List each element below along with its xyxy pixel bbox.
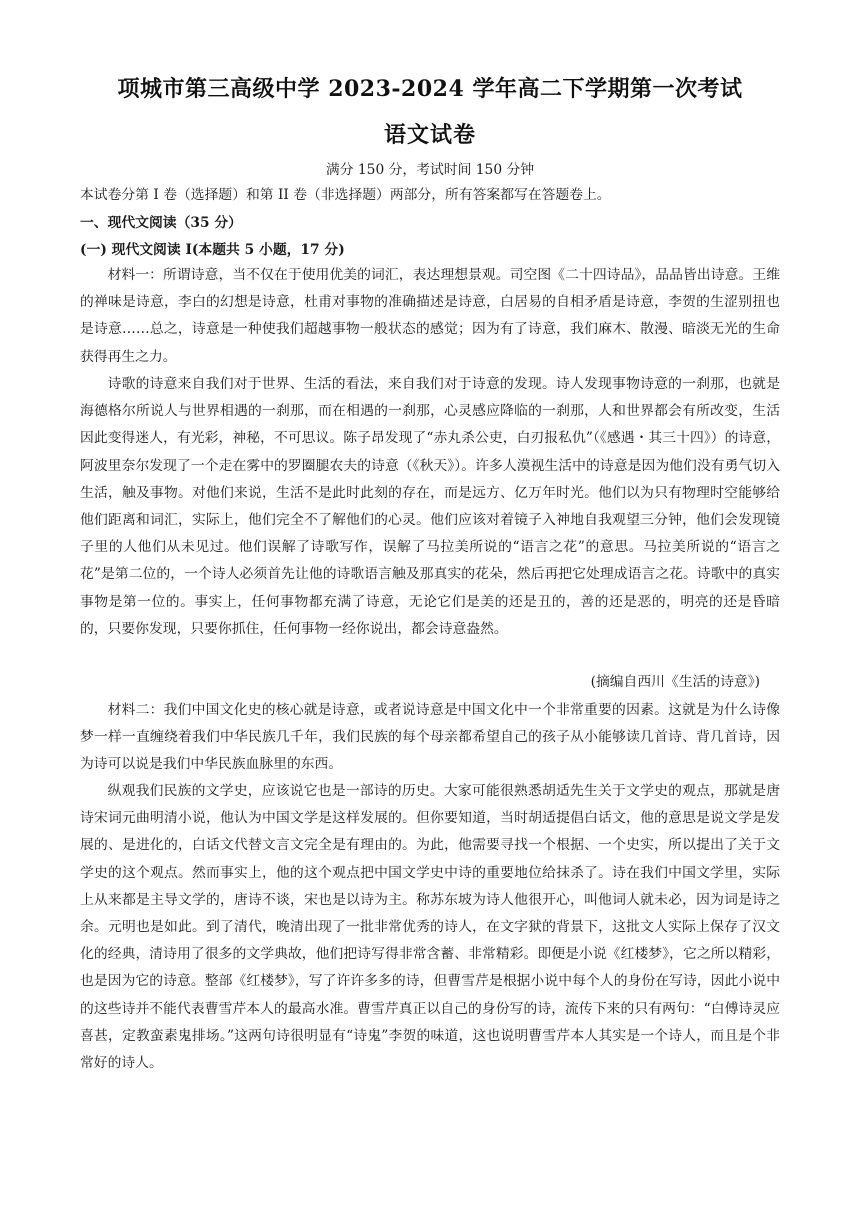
exam-title: 项城市第三高级中学 2023-2024 学年高二下学期第一次考试: [117, 76, 743, 102]
score-time-note: 满分 150 分，考试时间 150 分钟: [325, 162, 535, 178]
exam-subtitle: 语文试卷: [383, 122, 476, 148]
material1-source: (摘编自西川《生活的诗意》): [590, 674, 760, 690]
exam-instructions: 本试卷分第 I 卷（选择题）和第 II 卷（非选择题）两部分，所有答案都写在答题卷上。: [80, 187, 611, 203]
material1-paragraph-2: 诗歌的诗意来自我们对于世界、生活的看法，来自我们对于诗意的发现。诗人发现事物诗意的一刹那，也就是海德格尔所说人与世界相遇的一刹那，而在相遇的一刹那，心灵感应降临的一刹那，人和世界都会有所改变，生活因此变得迷人，有光彩，神秘，不可思议。陈子昂发现了“赤丸杀公吏，白刃报私仇”（《感遇・其三十四》）的诗意，阿波里奈尔发现了一个走在雾中的罗圈腿农夫的诗意（《秋天》）。许多人漠视生活中的诗意是因为他们没有勇气切入生活，触及事物。对他们来说，生活不是此时此刻的存在，而是远方、亿万年时光。他们以为只有物理时空能够给他们距离和词汇，实际上，他们完全不了解他们的心灵。他们应该对着镜子入神地自我观望三分钟，他们会发现镜子里的人他们从未见过。他们误解了诗歌写作，误解了马拉美所说的“语言之花”的意思。马拉美所说的“语言之花”是第二位的，一个诗人必须首先让他的诗歌语言触及那真实的花朵，然后再把它处理成语言之花。诗歌中的真实事物是第一位的。事实上，任何事物都充满了诗意，无论它们是美的还是丑的，善的还是恶的，明亮的还是昏暗的，只要你发现，只要你抓住，任何事物一经你说出，都会诗意盎然。: [80, 376, 780, 637]
section-heading: 一、现代文阅读（35 分）: [80, 215, 242, 231]
material2-paragraph-1: 材料二：我们中国文化史的核心就是诗意，或者说诗意是中国文化中一个非常重要的因素。这就是为什么诗像梦一样一直缠绕着我们中华民族几千年，我们民族的每个母亲都希望自己的孩子从小能够读几首诗、背几首诗，因为诗可以说是我们中华民族血脉里的东西。: [80, 702, 780, 773]
material2-paragraph-2: 纵观我们民族的文学史，应该说它也是一部诗的历史。大家可能很熟悉胡适先生关于文学史的观点，那就是唐诗宋词元曲明清小说，他认为中国文学是这样发展的。但你要知道，当时胡适提倡白话文，他的意思是说文学是发展的、是进化的，白话文代替文言文完全是有理由的。为此，他需要寻找一个根据、一个史实，所以提出了关于文学史的这个观点。然而事实上，他的这个观点把中国文学史中诗的重要地位给抹杀了。诗在我们中国文学里，实际上从来都是主导文学的，唐诗不谈，宋也是以诗为主。称苏东坡为诗人他很开心，叫他词人就未必，因为词是诗之余。元明也是如此。到了清代，晚清出现了一批非常优秀的诗人，在文字狱的背景下，这批文人实际上保存了汉文化的经典，清诗用了很多的文学典故，他们把诗写得非常含蓄、非常精彩。即便是小说《红楼梦》，它之所以精彩，也是因为它的诗意。整部《红楼梦》，写了许许多多的诗，但曹雪芹是根据小说中每个人的身份在写诗，因此小说中的这些诗并不能代表曹雪芹本人的最高水准。曹雪芹真正以自己的身份写的诗，流传下来的只有两句：“白傅诗灵应喜甚，定教蛮素鬼排场。”这两句诗很明显有“诗鬼”李贺的味道，这也说明曹雪芹本人其实是一个诗人，而且是个非常好的诗人。: [80, 783, 780, 1072]
material1-paragraph-1: 材料一：所谓诗意，当不仅在于使用优美的词汇，表达理想景观。司空图《二十四诗品》，品品皆出诗意。王维的禅味是诗意，李白的幻想是诗意，杜甫对事物的准确描述是诗意，白居易的自相矛盾是诗意，李贺的生涩别扭也是诗意……总之，诗意是一种使我们超越事物一般状态的感觉；因为有了诗意，我们麻木、散漫、暗淡无光的生命获得再生之力。: [80, 267, 780, 365]
section-subheading: (一) 现代文阅读 I(本题共 5 小题，17 分): [80, 242, 345, 258]
